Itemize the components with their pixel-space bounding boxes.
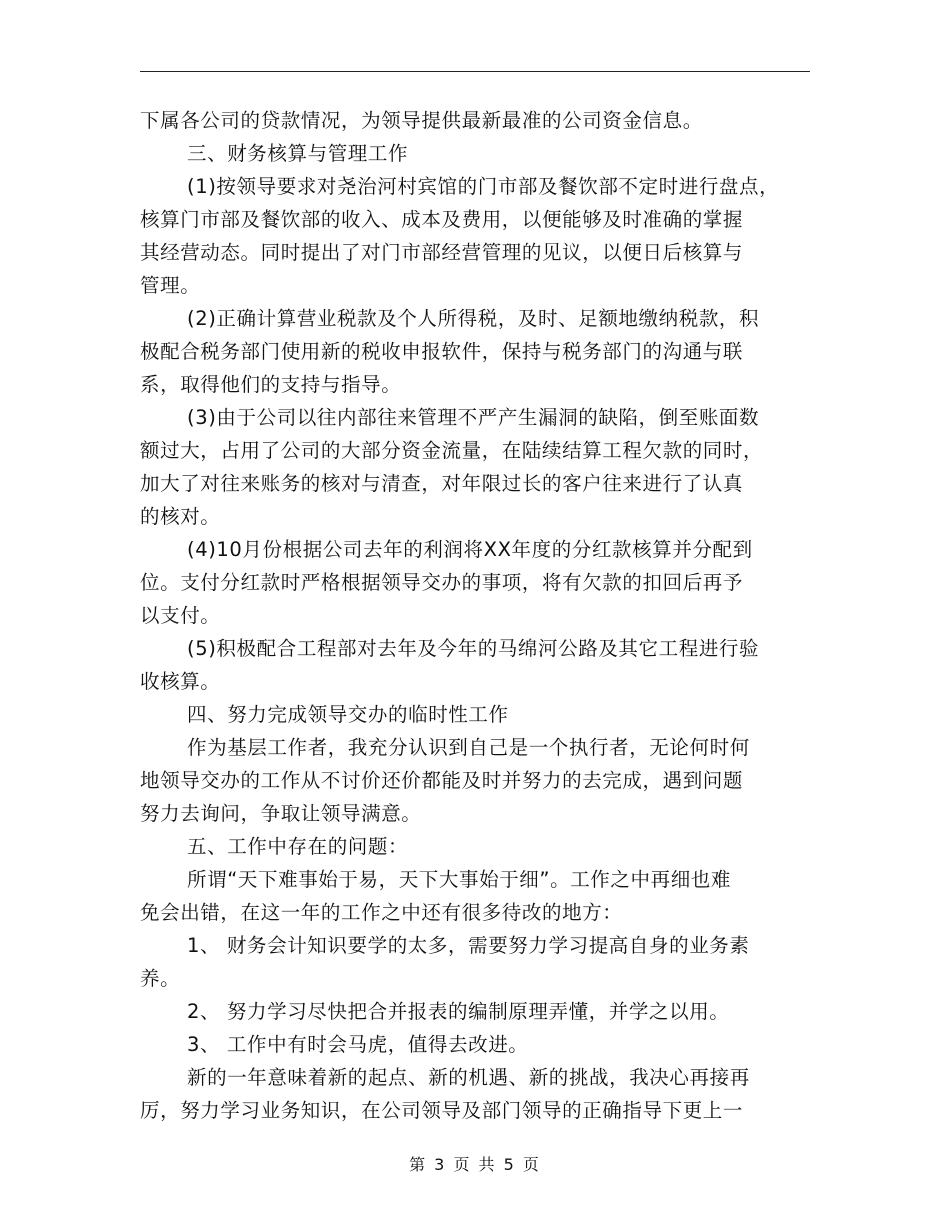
- page-footer: 第 3 页 共 5 页: [409, 1155, 541, 1174]
- text-line: 其经营动态。同时提出了对门市部经营管理的见议，以便日后核算与: [140, 241, 744, 264]
- text-line: 收核算。: [140, 670, 221, 693]
- text-line: (1)按领导要求对尧治河村宾馆的门市部及餐饮部不定时进行盘点，: [187, 175, 780, 198]
- text-line: (5)积极配合工程部对去年及今年的马绵河公路及其它工程进行验: [187, 637, 760, 660]
- text-line: 下属各公司的贷款情况，为领导提供最新最准的公司资金信息。: [140, 109, 703, 132]
- text-line: 管理。: [140, 274, 201, 297]
- text-line: 额过大，占用了公司的大部分资金流量，在陆续结算工程欠款的同时，: [140, 439, 764, 462]
- document-body: [140, 104, 812, 1127]
- text-line: 地领导交办的工作从不讨价还价都能及时并努力的去完成，遇到问题: [140, 769, 744, 792]
- text-line: 系，取得他们的支持与指导。: [140, 373, 402, 396]
- text-line: 位。支付分红款时严格根据领导交办的事项，将有欠款的扣回后再予: [140, 571, 744, 594]
- text-line: 的核对。: [140, 505, 221, 528]
- text-line: (2)正确计算营业税款及个人所得税，及时、足额地缴纳税款，积: [187, 307, 760, 330]
- text-line: 核算门市部及餐饮部的收入、成本及费用，以便能够及时准确的掌握: [140, 208, 744, 231]
- text-line: 努力去询问，争取让领导满意。: [140, 802, 422, 825]
- text-line: 三、财务核算与管理工作: [187, 142, 409, 165]
- text-line: 免会出错，在这一年的工作之中还有很多待改的地方：: [140, 901, 623, 924]
- text-line: (4)10月份根据公司去年的利润将XX年度的分红款核算并分配到: [187, 538, 753, 561]
- text-line: 加大了对往来账务的核对与清查，对年限过长的客户往来进行了认真: [140, 472, 744, 495]
- text-line: 3、 工作中有时会马虎，值得去改进。: [187, 1033, 529, 1056]
- text-line: 所谓“天下难事始于易，天下大事始于细”。工作之中再细也难: [187, 868, 732, 891]
- text-line: 极配合税务部门使用新的税收申报软件，保持与税务部门的沟通与联: [140, 340, 744, 363]
- text-line: 养。: [140, 967, 181, 990]
- text-line: 1、 财务会计知识要学的太多，需要努力学习提高自身的业务素: [187, 934, 750, 957]
- text-line: 四、努力完成领导交办的临时性工作: [187, 703, 509, 726]
- text-line: 新的一年意味着新的起点、新的机遇、新的挑战，我决心再接再: [187, 1066, 750, 1089]
- text-line: 以支付。: [140, 604, 221, 627]
- text-line: (3)由于公司以往内部往来管理不严产生漏洞的缺陷，倒至账面数: [187, 406, 760, 429]
- text-line: 五、工作中存在的问题：: [187, 835, 409, 858]
- text-line: 2、 努力学习尽快把合并报表的编制原理弄懂，并学之以用。: [187, 1000, 730, 1023]
- text-line: 作为基层工作者，我充分认识到自己是一个执行者，无论何时何: [187, 736, 750, 759]
- header-rule: [140, 71, 810, 72]
- text-line: 厉，努力学习业务知识，在公司领导及部门领导的正确指导下更上一: [140, 1099, 744, 1122]
